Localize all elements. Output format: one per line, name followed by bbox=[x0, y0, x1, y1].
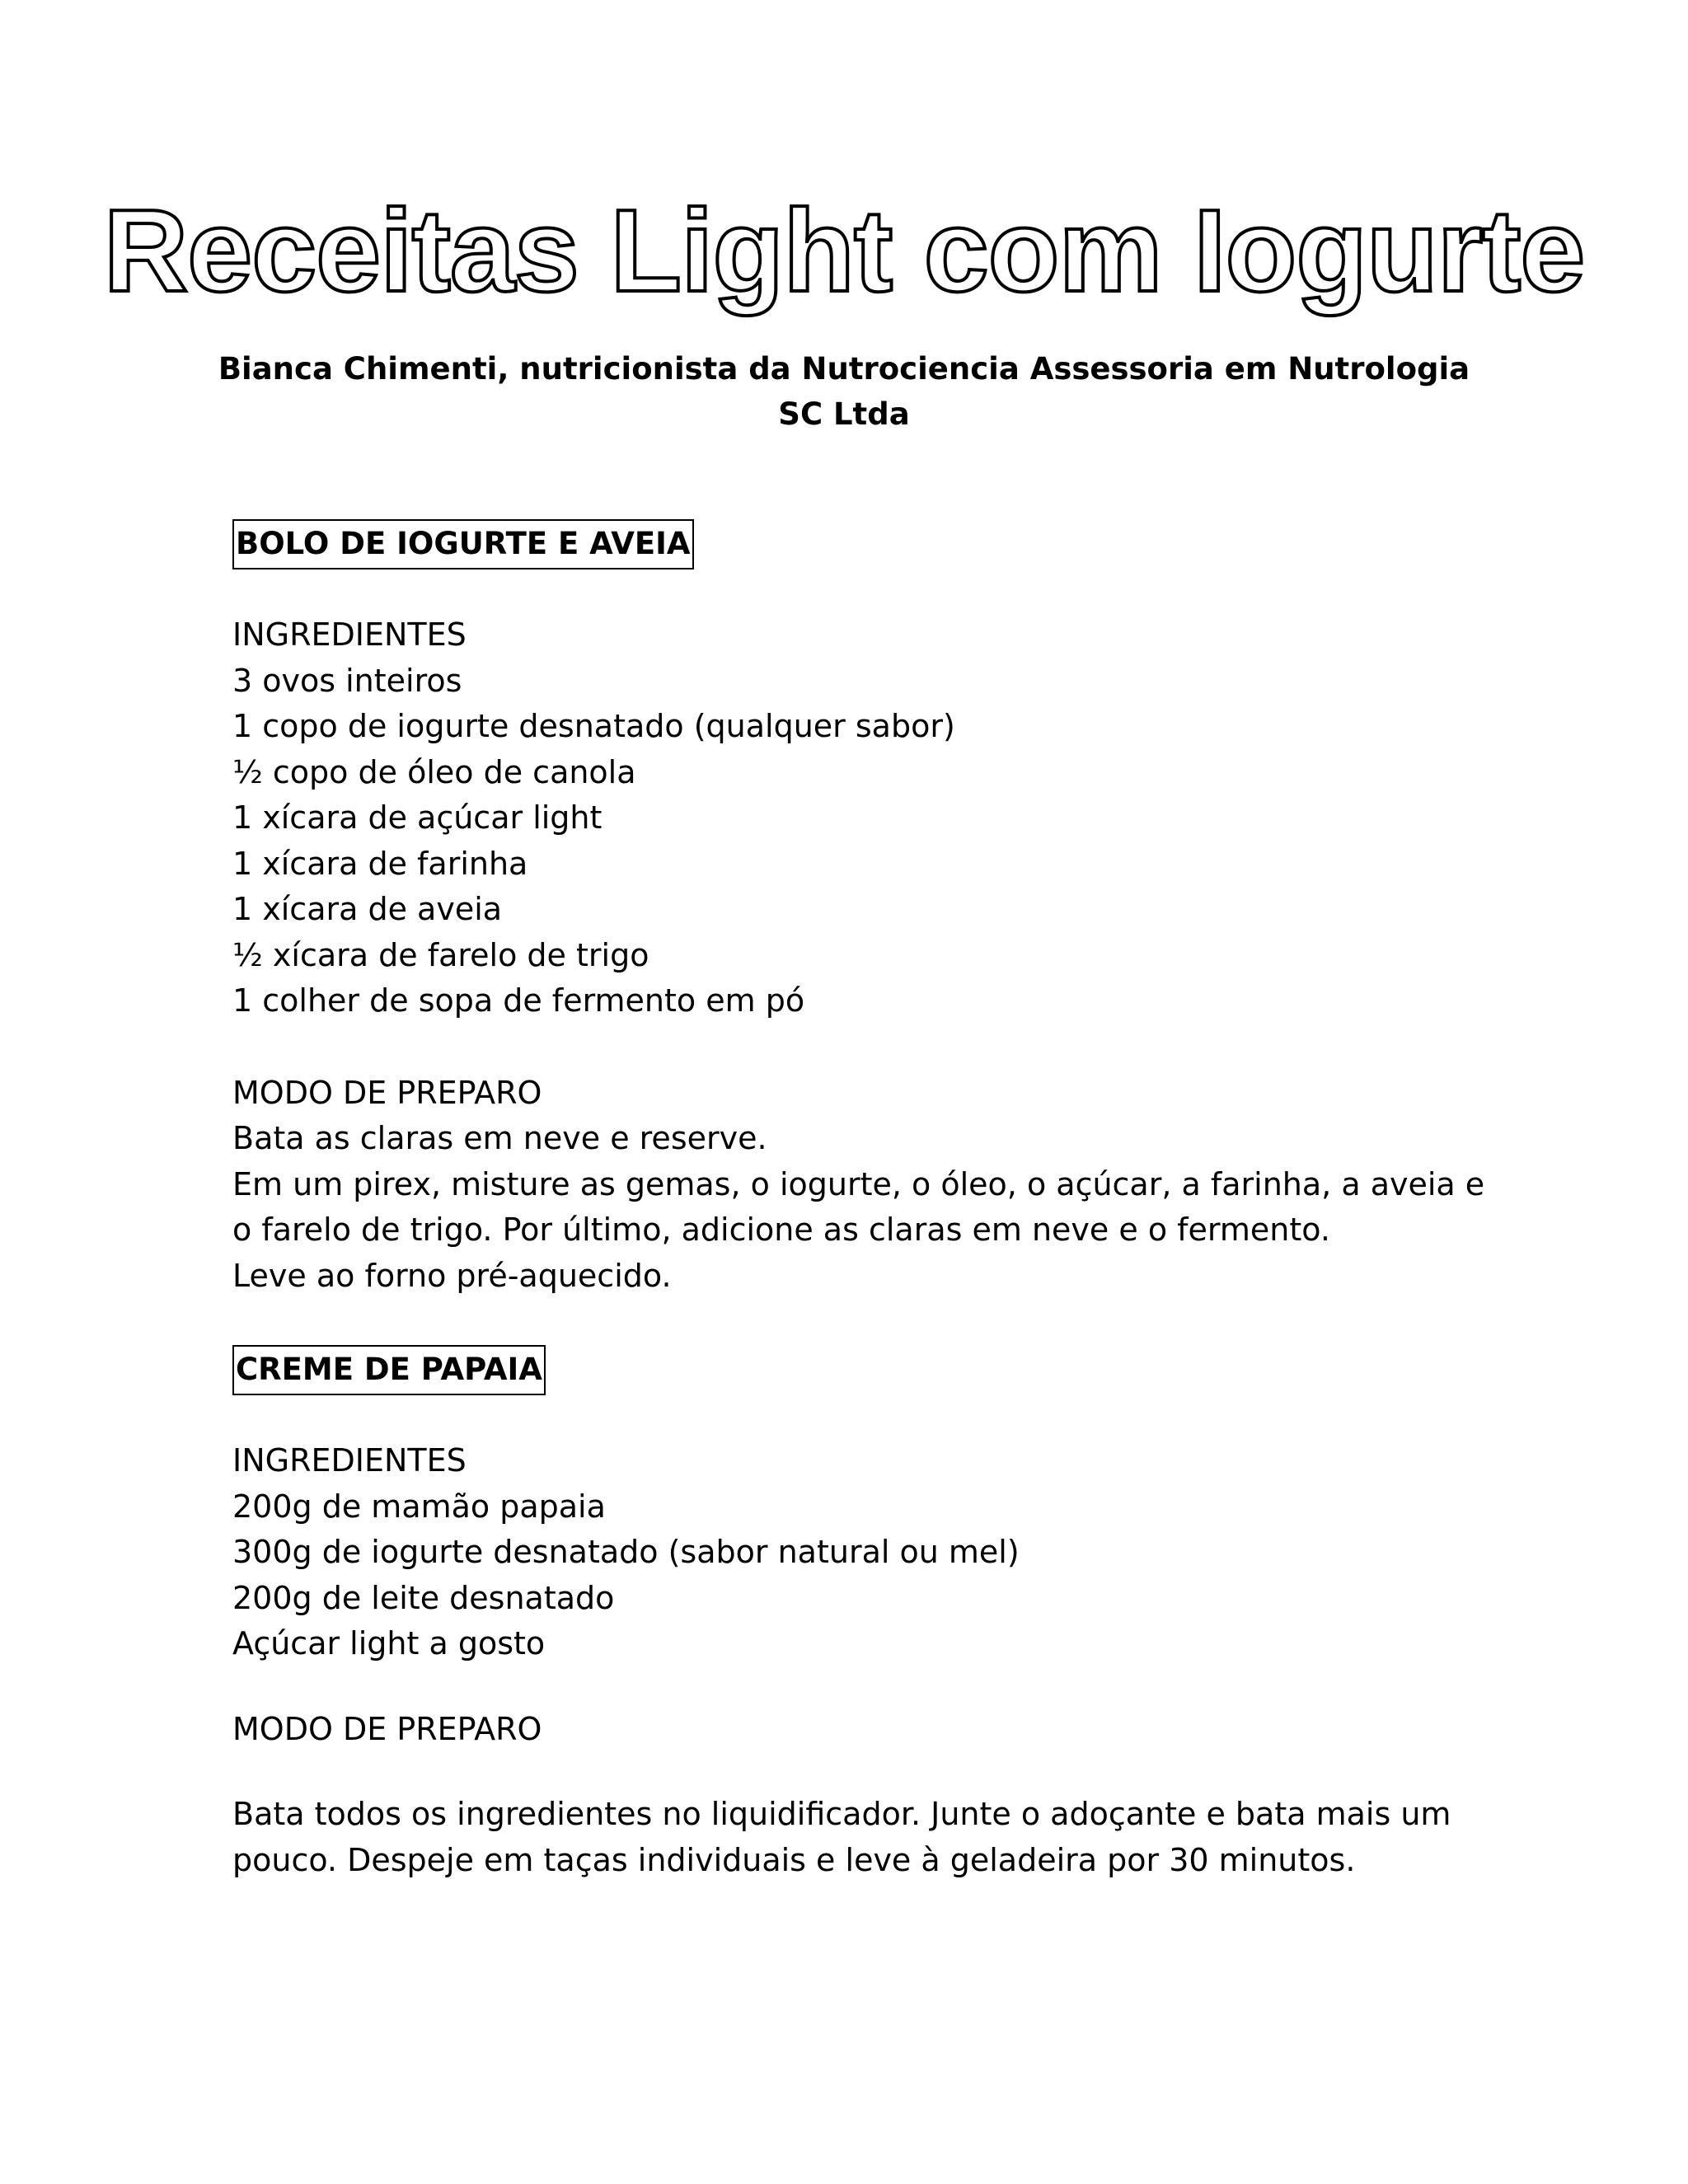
ingredient-item: 200g de mamão papaia bbox=[232, 1488, 606, 1525]
ingredient-item: 200g de leite desnatado bbox=[232, 1579, 615, 1616]
ingredient-item: ½ xícara de farelo de trigo bbox=[232, 936, 649, 973]
recipes-content bbox=[232, 519, 1485, 1883]
preparation-step: Bata todos os ingredientes no liquidificador. Junte o adoçante e bata mais um bbox=[232, 1796, 1451, 1832]
preparation-step: Bata as claras em neve e reserve. bbox=[232, 1120, 767, 1156]
ingredient-item: 1 colher de sopa de fermento em pó bbox=[232, 982, 805, 1019]
ingredient-item: 300g de iogurte desnatado (sabor natural ou mel) bbox=[232, 1534, 1020, 1570]
preparation-section bbox=[232, 1707, 1469, 1884]
author-credit bbox=[206, 346, 1482, 437]
preparation-heading: MODO DE PREPARO bbox=[232, 1710, 542, 1747]
preparation-heading: MODO DE PREPARO bbox=[232, 1074, 542, 1111]
page-title: Receitas Light com Iogurte bbox=[103, 185, 1585, 316]
preparation-section bbox=[232, 1071, 1485, 1300]
recipe-title: BOLO DE IOGURTE E AVEIA bbox=[232, 519, 694, 569]
ingredient-item: 1 xícara de açúcar light bbox=[232, 799, 603, 836]
recipe-title: CREME DE PAPAIA bbox=[232, 1345, 546, 1395]
author-line-1: Bianca Chimenti, nutricionista da Nutrociencia Assessoria em Nutrologia bbox=[218, 351, 1470, 387]
ingredient-item: Açúcar light a gosto bbox=[232, 1625, 546, 1661]
author-line-2: SC Ltda bbox=[778, 396, 910, 432]
ingredients-heading: INGREDIENTES bbox=[232, 616, 467, 653]
ingredient-item: 1 xícara de aveia bbox=[232, 891, 503, 927]
ingredients-section bbox=[232, 612, 1469, 1024]
recipe-creme bbox=[232, 1345, 1469, 1883]
recipe-bolo bbox=[232, 519, 1485, 1299]
preparation-step: pouco. Despeje em taças individuais e leve à geladeira por 30 minutos. bbox=[232, 1841, 1356, 1878]
preparation-step: Leve ao forno pré-aquecido. bbox=[232, 1257, 672, 1294]
ingredients-section bbox=[232, 1438, 1469, 1667]
preparation-step: o farelo de trigo. Por último, adicione as claras em neve e o fermento. bbox=[232, 1212, 1330, 1248]
ingredient-item: 3 ovos inteiros bbox=[232, 662, 462, 699]
preparation-step: Em um pirex, misture as gemas, o iogurte, o óleo, o açúcar, a farinha, a aveia e bbox=[232, 1165, 1485, 1202]
ingredients-heading: INGREDIENTES bbox=[232, 1442, 467, 1479]
ingredient-item: 1 copo de iogurte desnatado (qualquer sabor) bbox=[232, 708, 955, 744]
ingredient-item: ½ copo de óleo de canola bbox=[232, 753, 636, 790]
ingredient-item: 1 xícara de farinha bbox=[232, 845, 528, 882]
